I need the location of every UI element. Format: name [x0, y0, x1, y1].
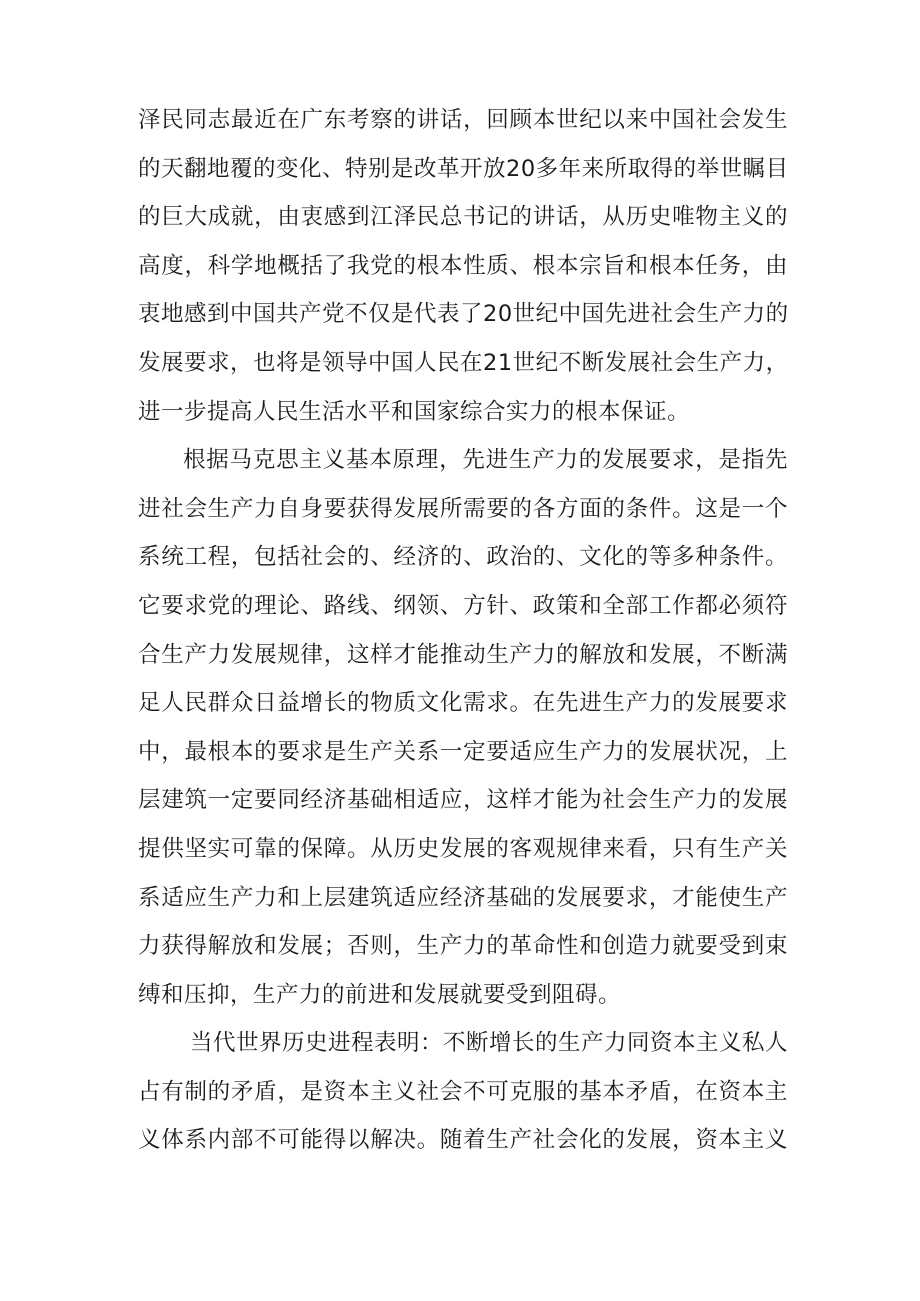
text-line: 系统工程，包括社会的、经济的、政治的、文化的等多种条件。 [138, 544, 788, 571]
text-line: 占有制的矛盾，是资本主义社会不可克服的基本矛盾，在资本主 [138, 1078, 788, 1105]
text-line: 当代世界历史进程表明：不断增长的生产力同资本主义私人 [190, 1030, 789, 1057]
text-line: 系适应生产力和上层建筑适应经济基础的发展要求，才能使生产 [138, 884, 788, 911]
text-line: 高度，科学地概括了我党的根本性质、根本宗旨和根本任务，由 [138, 252, 788, 279]
paragraph-2 [138, 436, 788, 1019]
text-line: 合生产力发展规律，这样才能推动生产力的解放和发展，不断满 [138, 641, 788, 668]
paragraph-1 [138, 96, 788, 436]
text-line: 义体系内部不可能得以解决。随着生产社会化的发展，资本主义 [138, 1127, 788, 1154]
text-line: 进一步提高人民生活水平和国家综合实力的根本保证。 [138, 398, 691, 425]
text-line: 缚和压抑，生产力的前进和发展就要受到阻碍。 [138, 981, 622, 1008]
paragraph-3 [138, 1019, 788, 1165]
document-body [138, 96, 788, 1165]
text-line: 力获得解放和发展；否则，生产力的革命性和创造力就要受到束 [138, 933, 788, 960]
text-line: 提供坚实可靠的保障。从历史发展的客观规律来看，只有生产关 [138, 835, 788, 862]
text-line: 层建筑一定要同经济基础相适应，这样才能为社会生产力的发展 [138, 787, 788, 814]
text-line: 足人民群众日益增长的物质文化需求。在先进生产力的发展要求 [138, 690, 788, 717]
text-line: 根据马克思主义基本原理，先进生产力的发展要求，是指先 [183, 447, 788, 474]
text-line: 中，最根本的要求是生产关系一定要适应生产力的发展状况，上 [138, 738, 788, 765]
text-line: 的巨大成就，由衷感到江泽民总书记的讲话，从历史唯物主义的 [138, 204, 788, 231]
text-line: 进社会生产力自身要获得发展所需要的各方面的条件。这是一个 [138, 495, 788, 522]
text-line: 发展要求，也将是领导中国人民在21世纪不断发展社会生产力， [138, 349, 789, 376]
text-line: 的天翻地覆的变化、特别是改革开放20多年来所取得的举世瞩目 [138, 155, 789, 182]
text-line: 它要求党的理论、路线、纲领、方针、政策和全部工作都必须符 [138, 592, 788, 619]
text-line: 泽民同志最近在广东考察的讲话，回顾本世纪以来中国社会发生 [138, 107, 788, 133]
text-line: 衷地感到中国共产党不仅是代表了20世纪中国先进社会生产力的 [138, 301, 789, 328]
